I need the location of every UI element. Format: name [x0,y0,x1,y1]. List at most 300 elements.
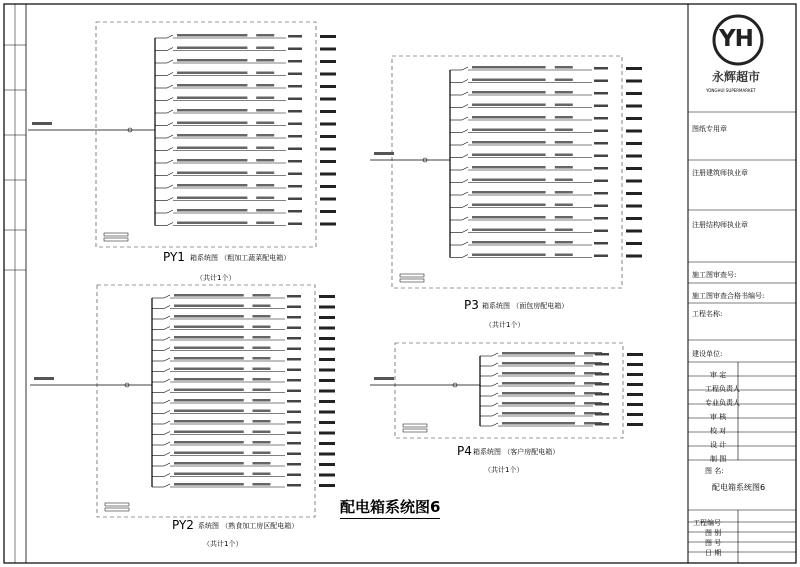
branch-label-text [177,134,247,137]
branch-id-text [287,432,301,435]
branch-label-text [174,399,244,402]
load-description-text [319,474,335,477]
feeder-tag [374,152,394,155]
branch-label-text [177,172,247,175]
load-description-text [320,35,336,38]
branch-label-text [472,241,546,244]
branch-breaker-icon [462,67,468,70]
branch-label-text [472,216,546,219]
branch-id-text [594,217,608,220]
branch-breaker-icon [167,173,173,176]
branch-id-text [287,327,301,330]
tb-stamp1: 图纸专用章 [692,125,727,133]
tb-drawing-no: 图 号 [705,539,722,547]
branch-label-text [174,326,244,329]
branch-id-text [288,98,302,101]
branch-id-text [288,85,302,88]
branch-breaker-icon [462,255,468,258]
branch-load-text [555,129,573,132]
load-description-text [627,413,643,416]
branch-load-text [252,347,270,350]
load-description-text [319,400,335,403]
load-description-text [319,379,335,382]
branch-id-text [594,92,608,95]
branch-id-text [288,48,302,51]
panel-p3-name: P3 [464,298,479,312]
branch-breaker-icon [167,148,173,151]
branch-label-text [174,368,244,371]
branch-id-text [287,369,301,372]
panel-p3-qty: （共计1个） [485,321,525,329]
branch-breaker-icon [164,316,170,319]
panel-py1-diagram [28,22,336,247]
branch-breaker-icon [167,185,173,188]
tb-date: 日 期 [705,549,722,557]
branch-load-text [252,326,270,329]
branch-label-text [502,422,575,425]
branch-breaker-icon [462,130,468,133]
branch-load-text [555,191,573,194]
load-description-text [627,403,643,406]
branch-load-text [252,305,270,308]
load-description-text [319,463,335,466]
branch-breaker-icon [167,160,173,163]
branch-label-text [177,197,247,200]
branch-breaker-icon [164,390,170,393]
load-description-text [626,205,642,208]
load-description-text [320,160,336,163]
branch-id-text [288,60,302,63]
branch-label-text [177,59,247,62]
branch-breaker-icon [492,373,498,376]
panel-p3-diagram [370,56,642,288]
branch-id-text [287,379,301,382]
branch-breaker-icon [167,210,173,213]
branch-id-text [594,155,608,158]
tb-proof: 校 对 [710,427,727,435]
branch-id-text [287,306,301,309]
branch-load-text [252,399,270,402]
branch-breaker-icon [462,167,468,170]
branch-breaker-icon [462,80,468,83]
branch-id-text [287,358,301,361]
branch-label-text [174,347,244,350]
branch-label-text [472,166,546,169]
branch-label-text [472,191,546,194]
load-description-text [319,390,335,393]
branch-label-text [472,141,546,144]
branch-id-text [594,142,608,145]
branch-load-text [256,222,274,225]
branch-label-text [472,91,546,94]
branch-breaker-icon [164,358,170,361]
branch-breaker-icon [164,442,170,445]
panel-p3-title: 箱系统图 （面包房配电箱） [482,302,569,310]
branch-load-text [555,104,573,107]
branch-label-text [174,410,244,413]
branch-id-text [594,242,608,245]
branch-breaker-icon [462,242,468,245]
load-description-text [320,148,336,151]
branch-id-text [287,474,301,477]
branch-id-text [287,337,301,340]
branch-label-text [177,72,247,75]
legend-box [105,503,129,506]
branch-breaker-icon [164,337,170,340]
branch-label-text [502,362,575,365]
branch-load-text [252,315,270,318]
branch-breaker-icon [492,423,498,426]
tb-check: 审 核 [710,413,727,421]
branch-id-text [288,198,302,201]
load-description-text [319,348,335,351]
branch-label-text [177,97,247,100]
load-description-text [627,373,643,376]
branch-load-text [256,84,274,87]
legend-box [105,508,129,511]
branch-label-text [174,473,244,476]
branch-load-text [252,441,270,444]
branch-breaker-icon [164,484,170,487]
branch-id-text [287,411,301,414]
branch-breaker-icon [167,98,173,101]
branch-breaker-icon [167,35,173,38]
branch-id-text [288,160,302,163]
load-description-text [319,369,335,372]
branch-id-text [594,192,608,195]
branch-label-text [502,392,575,395]
load-description-text [320,85,336,88]
branch-breaker-icon [164,453,170,456]
load-description-text [319,421,335,424]
branch-label-text [472,129,546,132]
panel-p4-qty: （共计1个） [484,466,524,474]
load-description-text [626,180,642,183]
branch-load-text [555,166,573,169]
branch-breaker-icon [492,383,498,386]
legend-box [104,238,128,241]
branch-label-text [472,204,546,207]
tb-cert-no: 施工图审查合格书编号: [692,292,765,300]
branch-load-text [252,368,270,371]
branch-id-text [595,353,609,356]
branch-id-text [594,80,608,83]
branch-id-text [288,135,302,138]
branch-id-text [287,463,301,466]
branch-breaker-icon [167,60,173,63]
branch-load-text [555,216,573,219]
branch-load-text [555,241,573,244]
load-description-text [319,484,335,487]
branch-breaker-icon [167,85,173,88]
branch-id-text [595,423,609,426]
load-description-text [626,255,642,258]
branch-label-text [177,159,247,162]
branch-id-text [287,484,301,487]
tb-project-name: 工程名称: [692,310,723,318]
branch-load-text [555,116,573,119]
branch-load-text [256,109,274,112]
branch-load-text [256,159,274,162]
tb-stamp2: 注册建筑师执业章 [692,169,748,177]
branch-id-text [594,130,608,133]
branch-label-text [472,154,546,157]
branch-label-text [174,389,244,392]
branch-label-text [472,229,546,232]
branch-breaker-icon [492,413,498,416]
tb-stamp3: 注册结构师执业章 [692,221,748,229]
load-description-text [626,117,642,120]
load-description-text [319,442,335,445]
branch-breaker-icon [167,223,173,226]
branch-id-text [287,442,301,445]
branch-id-text [594,205,608,208]
branch-id-text [287,400,301,403]
load-description-text [320,60,336,63]
branch-load-text [256,122,274,125]
branch-breaker-icon [462,155,468,158]
branch-id-text [595,393,609,396]
branch-label-text [174,483,244,486]
branch-load-text [555,204,573,207]
load-description-text [627,423,643,426]
legend-box [400,274,424,277]
load-description-text [320,210,336,213]
branch-breaker-icon [164,327,170,330]
load-description-text [319,432,335,435]
feeder-tag [374,377,394,380]
load-description-text [319,411,335,414]
branch-load-text [252,452,270,455]
load-description-text [626,67,642,70]
branch-label-text [502,412,575,415]
branch-label-text [177,109,247,112]
branch-breaker-icon [462,180,468,183]
load-description-text [320,110,336,113]
branch-label-text [174,357,244,360]
load-description-text [320,135,336,138]
branch-label-text [177,122,247,125]
legend-box [104,233,128,236]
load-description-text [320,198,336,201]
load-description-text [627,353,643,356]
panel-boundary [392,56,622,288]
load-description-text [627,363,643,366]
branch-breaker-icon [462,92,468,95]
branch-breaker-icon [462,142,468,145]
branch-breaker-icon [164,421,170,424]
branch-label-text [174,305,244,308]
branch-label-text [502,402,575,405]
branch-label-text [174,378,244,381]
tb-drawing-name-label: 图 名: [705,467,724,475]
tb-sheet-no: 图 别 [705,529,722,537]
load-description-text [320,98,336,101]
branch-id-text [287,348,301,351]
branch-breaker-icon [164,295,170,298]
load-description-text [626,155,642,158]
load-description-text [626,92,642,95]
branch-load-text [252,410,270,413]
branch-load-text [252,473,270,476]
load-description-text [319,327,335,330]
branch-load-text [555,179,573,182]
main-title: 配电箱系统图6 [340,496,440,519]
branch-breaker-icon [492,363,498,366]
branch-label-text [174,315,244,318]
branch-load-text [555,254,573,257]
branch-load-text [256,59,274,62]
branch-load-text [252,294,270,297]
branch-load-text [256,147,274,150]
branch-label-text [177,222,247,225]
branch-id-text [288,123,302,126]
branch-id-text [594,180,608,183]
branch-id-text [595,383,609,386]
branch-load-text [256,47,274,50]
branch-label-text [177,209,247,212]
branch-id-text [288,185,302,188]
branch-label-text [174,452,244,455]
branch-id-text [288,73,302,76]
branch-id-text [594,117,608,120]
branch-id-text [594,230,608,233]
branch-load-text [256,97,274,100]
branch-label-text [472,116,546,119]
branch-label-text [174,420,244,423]
branch-id-text [594,67,608,70]
tb-client: 建设单位: [692,350,723,358]
branch-id-text [288,223,302,226]
load-description-text [626,105,642,108]
load-description-text [319,306,335,309]
load-description-text [626,167,642,170]
branch-breaker-icon [164,474,170,477]
branch-load-text [252,357,270,360]
branch-label-text [174,441,244,444]
tb-drawing-name: 配电箱系统图6 [712,483,766,492]
branch-load-text [252,483,270,486]
panel-py1-title: 箱系统图 （粗加工蔬菜配电箱） [190,254,291,262]
panel-py2-title: 系统图 （熟食加工房区配电箱） [198,522,299,530]
branch-load-text [555,79,573,82]
branch-load-text [252,462,270,465]
branch-label-text [502,382,575,385]
load-description-text [319,295,335,298]
branch-breaker-icon [167,110,173,113]
branch-breaker-icon [167,73,173,76]
branch-label-text [472,66,546,69]
branch-label-text [472,79,546,82]
load-description-text [626,242,642,245]
branch-breaker-icon [164,400,170,403]
branch-load-text [256,72,274,75]
branch-id-text [287,295,301,298]
load-description-text [320,223,336,226]
branch-load-text [555,141,573,144]
branch-label-text [472,104,546,107]
brand-name: 永辉超市 [712,70,761,84]
branch-breaker-icon [167,48,173,51]
load-description-text [627,393,643,396]
branch-breaker-icon [492,403,498,406]
branch-load-text [555,229,573,232]
branch-breaker-icon [462,117,468,120]
legend-box [400,279,424,282]
branch-id-text [288,148,302,151]
branch-breaker-icon [462,192,468,195]
load-description-text [319,358,335,361]
branch-breaker-icon [492,393,498,396]
load-description-text [626,217,642,220]
branch-load-text [252,420,270,423]
branch-label-text [174,462,244,465]
branch-breaker-icon [462,230,468,233]
panel-py2-diagram [30,285,335,517]
load-description-text [626,192,642,195]
load-description-text [626,130,642,133]
tb-design: 设 计 [710,441,727,449]
branch-load-text [555,66,573,69]
branch-label-text [177,184,247,187]
load-description-text [319,337,335,340]
branch-breaker-icon [462,217,468,220]
brand-name-en: YONGHUI SUPERMARKET [706,88,756,93]
logo-letters: YH [719,26,753,52]
panel-p4-diagram [370,343,643,438]
branch-label-text [177,84,247,87]
branch-breaker-icon [164,432,170,435]
branch-load-text [555,91,573,94]
legend-box [403,424,427,427]
tb-review-no: 施工图审查号: [692,271,737,279]
branch-id-text [594,105,608,108]
branch-id-text [288,110,302,113]
branch-label-text [177,34,247,37]
load-description-text [320,123,336,126]
feeder-tag [32,122,52,125]
sheet-border [4,4,796,563]
branch-id-text [287,453,301,456]
branch-label-text [177,47,247,50]
branch-id-text [288,173,302,176]
branch-id-text [594,255,608,258]
branch-breaker-icon [167,198,173,201]
branch-breaker-icon [164,379,170,382]
branch-load-text [252,378,270,381]
load-description-text [320,173,336,176]
load-description-text [319,316,335,319]
branch-breaker-icon [167,135,173,138]
branch-id-text [595,403,609,406]
tb-draw: 制 图 [710,455,727,463]
branch-breaker-icon [164,348,170,351]
branch-id-text [595,413,609,416]
load-description-text [626,230,642,233]
load-description-text [320,185,336,188]
branch-load-text [256,172,274,175]
branch-breaker-icon [167,123,173,126]
panel-py1-qty: （共计1个） [196,274,236,282]
panel-py1-name: PY1 [163,250,185,264]
branch-id-text [288,210,302,213]
load-description-text [626,142,642,145]
branch-id-text [594,167,608,170]
branch-id-text [595,373,609,376]
branch-label-text [174,294,244,297]
tb-approve: 审 定 [710,371,727,379]
branch-load-text [252,336,270,339]
